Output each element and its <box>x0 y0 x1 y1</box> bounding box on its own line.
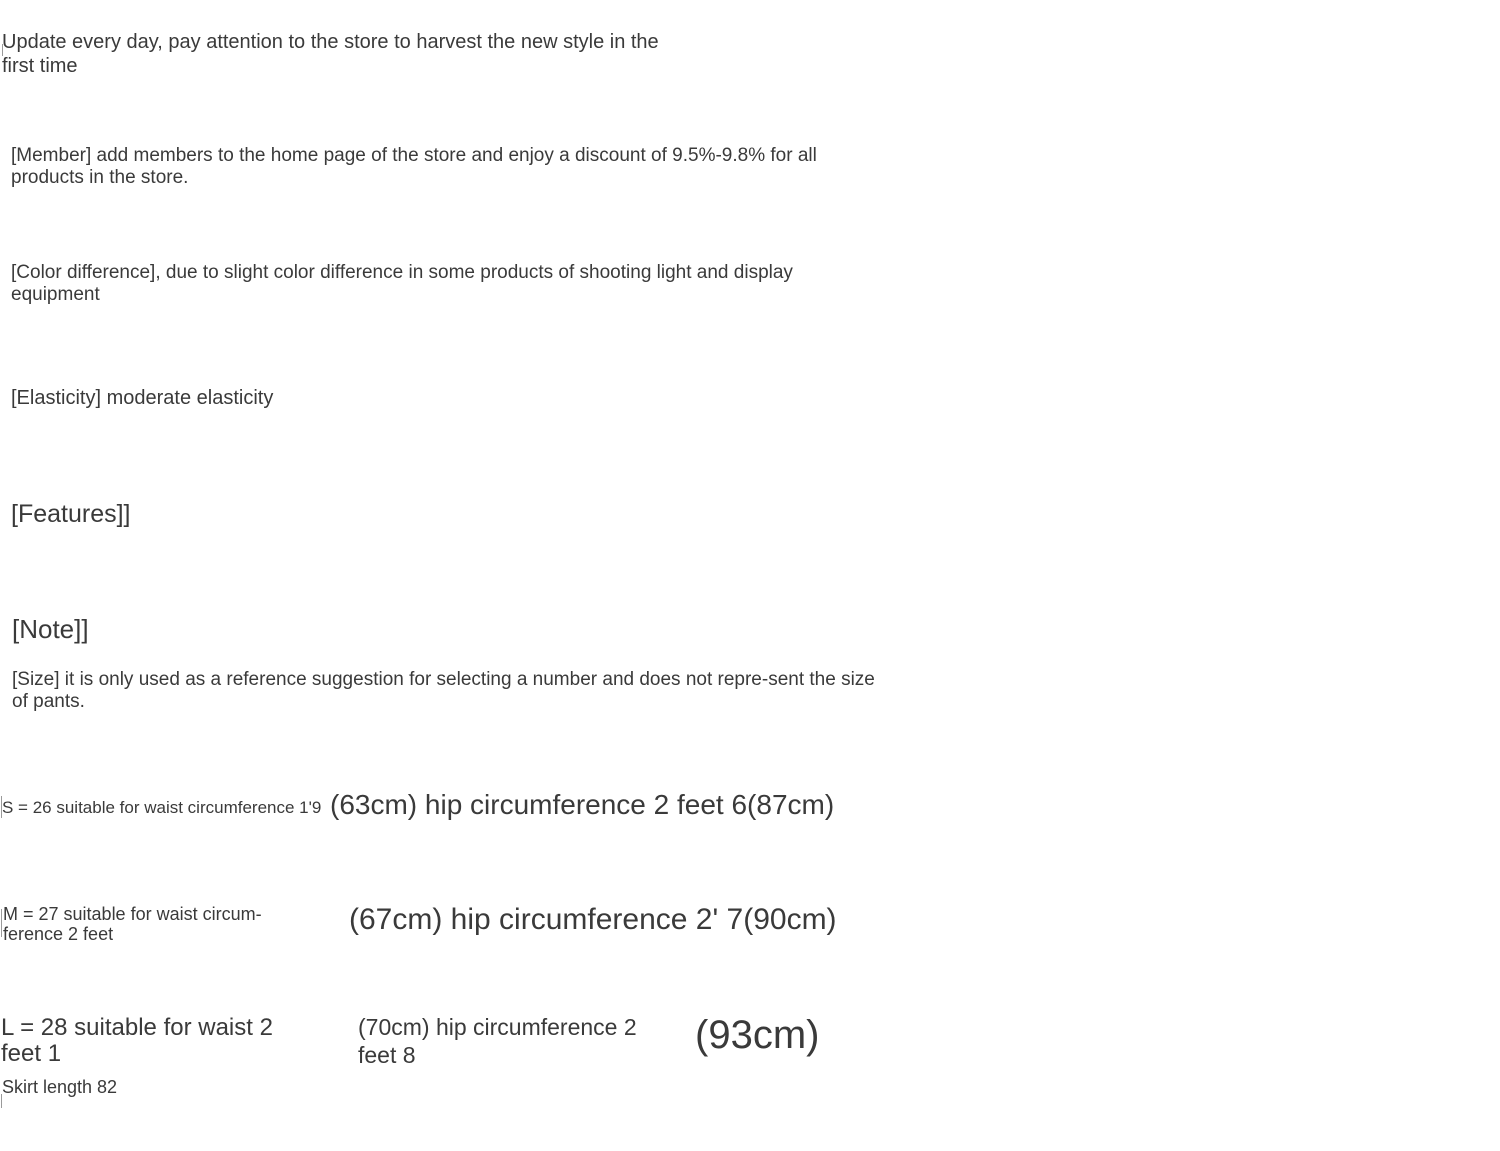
size-s-hip: (63cm) hip circumference 2 feet 6(87cm) <box>330 789 835 820</box>
size-s-waist: S = 26 suitable for waist circumference 1'9 <box>2 798 322 817</box>
size-l-hip: (70cm) hip circumference 2 feet 8 <box>358 1014 637 1068</box>
note-heading: [Note]] <box>12 614 89 644</box>
size-l-waist: L = 28 suitable for waist 2 feet 1 <box>1 1014 273 1067</box>
update-notice: Update every day, pay attention to the store to harvest the new style in the first time <box>2 31 659 77</box>
member-discount-note: [Member] add members to the home page of the store and enjoy a discount of 9.5%-9.8% for all products in the store. <box>11 145 817 188</box>
size-reference-note: [Size] it is only used as a reference suggestion for selecting a number and does not repre-sent the size of pants. <box>12 669 875 712</box>
text-cursor-mark <box>1 909 2 937</box>
size-l-hip-cm: (93cm) <box>695 1013 820 1057</box>
features-heading: [Features]] <box>11 500 131 528</box>
size-m-waist: M = 27 suitable for waist circum-ference 2 feet <box>3 904 262 944</box>
elasticity-note: [Elasticity] moderate elasticity <box>11 387 274 409</box>
color-difference-note: [Color difference], due to slight color difference in some products of shooting light and display equipment <box>11 262 793 305</box>
size-m-hip: (67cm) hip circumference 2' 7(90cm) <box>349 903 837 936</box>
skirt-length: Skirt length 82 <box>2 1077 118 1097</box>
